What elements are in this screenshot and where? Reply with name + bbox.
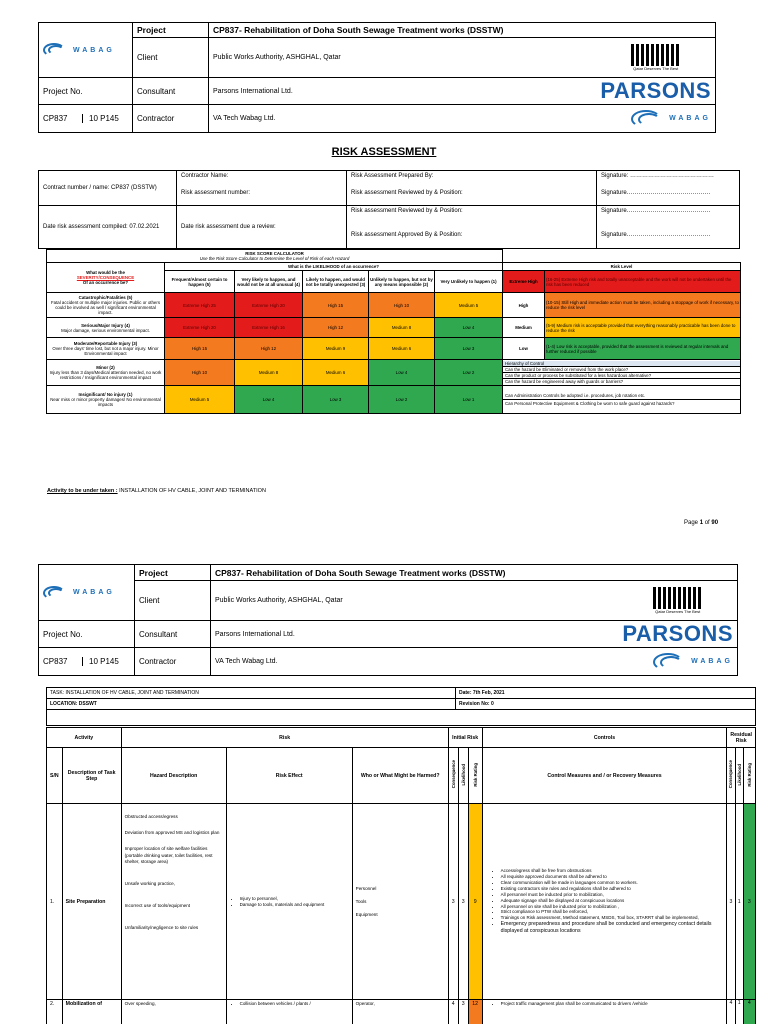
project-header-2 bbox=[38, 564, 738, 676]
residual-consequence-header: Consequence bbox=[727, 748, 735, 804]
risk-cell: Medium 6 bbox=[303, 360, 369, 386]
project-no-label: Project No. bbox=[39, 78, 133, 105]
row-residual-likelihood: 1 bbox=[735, 804, 743, 1000]
project-no-b: 10 P145 bbox=[89, 657, 119, 666]
risk-cell: Low 4 bbox=[435, 318, 503, 338]
wabag-logo-cell bbox=[39, 565, 135, 621]
contractor-label: Contractor bbox=[135, 648, 211, 676]
signature-cell-1: Signature: …………………………………… Signature…………………………………… bbox=[597, 171, 740, 206]
parsons-logo-cell bbox=[596, 78, 715, 105]
level-extreme-text: (16-25) Extreme High risk and totally unacceptable and the work will not be undertaken until the risk has been reduced bbox=[545, 271, 741, 293]
activity-line: Activity to be under taken : INSTALLATION OF HV CABLE, JOINT AND TERMINATION bbox=[47, 488, 266, 494]
risk-cell: High 12 bbox=[235, 338, 303, 360]
row-consequence: 4 bbox=[448, 1000, 458, 1024]
severity-row-5: Catastrophic/Fatalities (5) Fatal accident or multiple major injuries. Public or others could be involved as well / significant environmental impact. bbox=[47, 293, 165, 318]
likelihood-col-3: Likely to happen, and would not be totally unexpected (3) bbox=[303, 271, 369, 293]
contractor-label: Contractor bbox=[133, 105, 209, 133]
risk-cell: High 10 bbox=[165, 360, 235, 386]
consultant-value: Parsons International Ltd. bbox=[209, 78, 597, 105]
severity-row-3: Moderate/Reportable Injury (3) Over three days' time lost, but not a major injury. Minor Environmental impact bbox=[47, 338, 165, 360]
consultant-label: Consultant bbox=[133, 78, 209, 105]
row-hazards: Obstructed access/egress Deviation from approved MS and logistics plan Improper location of site welfare facilities (portable drinking water, toilet facilities, rest shelter, storage area) Unsafe working practice, Incorrect use of tools/equipment Unfamiliarity/negligence to site rules bbox=[121, 804, 226, 1000]
revision-cell: Revision No: 0 bbox=[456, 699, 756, 710]
ashghal-logo-icon: Qatar Deserves The Best bbox=[600, 44, 711, 72]
page-number: Page 1 of 90 bbox=[684, 520, 719, 526]
project-no-a: CP837 bbox=[39, 114, 83, 123]
likelihood-col-2: Unlikely to happen, but not by any means impossible (2) bbox=[369, 271, 435, 293]
sn-header: S/N bbox=[47, 748, 63, 804]
parsons-logo-icon: PARSONS bbox=[600, 78, 711, 103]
risk-cell: Extreme High 20 bbox=[235, 293, 303, 318]
row-consequence: 3 bbox=[448, 804, 458, 1000]
risk-score-calculator bbox=[46, 249, 741, 414]
row-sn: 2. bbox=[47, 1000, 63, 1024]
risk-header: Risk bbox=[121, 728, 448, 748]
wabag-logo-cell bbox=[39, 23, 133, 78]
risk-cell: Low 4 bbox=[235, 386, 303, 414]
hazard-header: Hazard Description bbox=[121, 748, 226, 804]
parsons-logo-icon: PARSONS bbox=[622, 621, 733, 646]
row-likelihood: 3 bbox=[458, 804, 468, 1000]
row-rating: 12 bbox=[468, 1000, 482, 1024]
contractor-value: VA Tech Wabag Ltd. bbox=[211, 648, 619, 676]
row-step: Site Preparation bbox=[62, 804, 121, 1000]
row-rating: 9 bbox=[468, 804, 482, 1000]
reviewed-approved-cell: Risk assessment Reviewed by & Position: Risk assessment Approved By & Position: bbox=[347, 206, 597, 249]
risk-cell: High 15 bbox=[303, 293, 369, 318]
calculator-title: RISK SCORE CALCULATOR Use the Risk Score Calculator to Determine the Level of Risk of each Hazard bbox=[47, 250, 503, 263]
project-label: Project bbox=[135, 565, 211, 581]
risk-matrix-table bbox=[46, 727, 756, 1024]
residual-likelihood-header: Likelihood bbox=[735, 748, 743, 804]
date-cell: Date: 7th Feb, 2021 bbox=[456, 688, 756, 699]
row-residual-rating: 4 bbox=[743, 1000, 755, 1024]
parsons-logo-cell bbox=[618, 621, 737, 648]
severity-row-1: Insignificant/ No injury (1) Near miss or minor property damages/ No environmental impacts bbox=[47, 386, 165, 414]
row-residual-likelihood: 1 bbox=[735, 1000, 743, 1024]
likelihood-header: Likelihood bbox=[458, 748, 468, 804]
rating-header: Risk Rating bbox=[468, 748, 482, 804]
residual-rating-header: Risk Rating bbox=[743, 748, 755, 804]
prepared-by-cell: Risk Assessment Prepared By: Risk assessment Reviewed by & Position: bbox=[347, 171, 597, 206]
risk-cell: Low 3 bbox=[303, 386, 369, 414]
client-label: Client bbox=[135, 581, 211, 621]
consultant-label: Consultant bbox=[135, 621, 211, 648]
level-medium-name: Medium bbox=[503, 318, 545, 338]
project-no-cell bbox=[39, 105, 133, 133]
consultant-value: Parsons International Ltd. bbox=[211, 621, 619, 648]
risk-cell: Extreme High 16 bbox=[235, 318, 303, 338]
wabag-logo-icon: WABAG bbox=[43, 43, 128, 57]
risk-cell: Extreme High 25 bbox=[165, 293, 235, 318]
client-value: Public Works Authority, ASHGHAL, Qatar bbox=[209, 38, 597, 78]
risk-cell: Low 3 bbox=[435, 338, 503, 360]
level-extreme-name: Extreme High bbox=[503, 271, 545, 293]
initial-risk-header: Initial Risk bbox=[448, 728, 482, 748]
risk-cell: Medium 5 bbox=[165, 386, 235, 414]
row-controls: • Access/egress shall be free from obstructions • All requisite approved documents shall be adhered to • Clear communication will be made in languages common to workers. • Existing contractors site rules and regulations shall be adhered to • All personnel must be inducted prior to mobilization, • Adequate signage shall be displayed at conspicuous locations • All personnel on site shall be inducted prior to mobilization , • Strict compliance to PTW shall be enforced, • Trainings on Risk assessment, Method statement, MSDS, Tool box, STARRT shall be implemented, • Emergency preparedness and procedure shall be conducted and emergency contact details displayed at conspicuous locations bbox=[482, 804, 727, 1000]
contract-cell: Contract number / name: CP837 (DSSTW) bbox=[39, 171, 177, 206]
wabag-logo-cell-2 bbox=[618, 648, 737, 676]
level-medium-text: (5-9) Medium risk is acceptable provided that everything reasonably practicable has been done to reduce the risk bbox=[545, 318, 741, 338]
consequence-header: Consequence bbox=[448, 748, 458, 804]
level-high-name: High bbox=[503, 293, 545, 318]
risk-cell: Medium 9 bbox=[303, 338, 369, 360]
project-no-a: CP837 bbox=[39, 657, 83, 666]
controls-header: Controls bbox=[482, 728, 727, 748]
date-review-cell: Date risk assessment due a review: bbox=[177, 206, 347, 249]
row-likelihood: 3 bbox=[458, 1000, 468, 1024]
page-title: RISK ASSESSMENT bbox=[331, 146, 437, 158]
level-high-text: (10-15) Still High and immediate action must be taken, including a stoppage of work if necessary, to reduce the risk level bbox=[545, 293, 741, 318]
risk-cell: High 15 bbox=[165, 338, 235, 360]
project-value: CP837- Rehabilitation of Doha South Sewage Treatment works (DSSTW) bbox=[209, 23, 716, 38]
client-value: Public Works Authority, ASHGHAL, Qatar bbox=[211, 581, 619, 621]
severity-row-2: Minor (2) Injury less than 3 days/Medical attention needed, no work restrictions / Insignificant environmental impact bbox=[47, 360, 165, 386]
likelihood-col-5: Frequent/Almost certain to happen (5) bbox=[165, 271, 235, 293]
wabag-logo-cell-2 bbox=[596, 105, 715, 133]
risk-cell: Medium 8 bbox=[369, 318, 435, 338]
residual-risk-header: Residual Risk bbox=[727, 728, 756, 748]
project-no-cell bbox=[39, 648, 135, 676]
table-row bbox=[47, 1000, 756, 1024]
task-cell: TASK: INSTALLATION OF HV CABLE, JOINT AND TERMINATION bbox=[47, 688, 456, 699]
risk-cell: Medium 5 bbox=[435, 293, 503, 318]
location-cell: LOCATION: DSSWT bbox=[47, 699, 456, 710]
row-effects: • Injury to personnel, • Damage to tools, materials and equipment bbox=[226, 804, 352, 1000]
level-low-name: Low bbox=[503, 338, 545, 360]
row-hazards: Over speeding, bbox=[121, 1000, 226, 1024]
row-sn: 1. bbox=[47, 804, 63, 1000]
risk-cell: Extreme High 20 bbox=[165, 318, 235, 338]
level-low-text: (1-4) Low risk is acceptable, provided that the assessment is reviewed at regular intervals and further reduced if possible bbox=[545, 338, 741, 360]
severity-question: What would be the SEVERITY/CONSEQUENCE Of an occurrence be? bbox=[47, 263, 165, 293]
wabag-logo-icon: WABAG bbox=[622, 653, 733, 671]
risk-cell: Medium 8 bbox=[235, 360, 303, 386]
activity-header: Activity bbox=[47, 728, 122, 748]
table-row bbox=[47, 804, 756, 1000]
likelihood-col-1: Very Unlikely to happen (1) bbox=[435, 271, 503, 293]
measures-header: Control Measures and / or Recovery Measures bbox=[482, 748, 727, 804]
wabag-logo-icon: WABAG bbox=[43, 586, 130, 600]
ashghal-logo-cell bbox=[596, 38, 715, 78]
task-info-table bbox=[46, 687, 756, 726]
risk-cell: High 12 bbox=[303, 318, 369, 338]
row-effects: • Collision between vehicles / plants / bbox=[226, 1000, 352, 1024]
client-label: Client bbox=[133, 38, 209, 78]
likelihood-question: What is the LIKELIHOOD of an occurrence? bbox=[165, 263, 503, 271]
row-residual-consequence: 3 bbox=[727, 804, 735, 1000]
task-step-header: Description of Task Step bbox=[62, 748, 121, 804]
risk-cell: High 10 bbox=[369, 293, 435, 318]
project-label: Project bbox=[133, 23, 209, 38]
effect-header: Risk Effect bbox=[226, 748, 352, 804]
contractor-value: VA Tech Wabag Ltd. bbox=[209, 105, 597, 133]
ashghal-logo-icon: Qatar Deserves The Best bbox=[622, 587, 733, 615]
risk-cell: Low 1 bbox=[435, 386, 503, 414]
hierarchy-of-control-2: Can Administration Controls be adopted i.e. procedures, job rotation etc. Can Personal Protective Equipment & Clothing be worn to safe guard against hazards? bbox=[503, 386, 741, 414]
severity-row-4: Serious/Major Injury (4) Major damage, serious environmental impact. bbox=[47, 318, 165, 338]
risk-cell: Low 4 bbox=[369, 360, 435, 386]
date-compiled-cell: Date risk assessment compiled: 07.02.2021 bbox=[39, 206, 177, 249]
risk-cell: Low 2 bbox=[435, 360, 503, 386]
wabag-logo-icon: WABAG bbox=[600, 110, 711, 128]
contractor-name-cell: Contractor Name: Risk assessment number: bbox=[177, 171, 347, 206]
row-who: Operator, bbox=[352, 1000, 448, 1024]
likelihood-col-4: Very likely to happen, and would not be at all unusual (4) bbox=[235, 271, 303, 293]
project-value: CP837- Rehabilitation of Doha South Sewage Treatment works (DSSTW) bbox=[211, 565, 738, 581]
project-header-1 bbox=[38, 22, 716, 133]
project-no-b: 10 P145 bbox=[89, 114, 119, 123]
ashghal-logo-cell bbox=[618, 581, 737, 621]
row-residual-rating: 3 bbox=[743, 804, 755, 1000]
row-step: Mobilization of bbox=[62, 1000, 121, 1024]
who-header: Who or What Might be Harmed? bbox=[352, 748, 448, 804]
project-no-label: Project No. bbox=[39, 621, 135, 648]
row-residual-consequence: 4 bbox=[727, 1000, 735, 1024]
signature-cell-2: Signature…………………………………… Signature…………………………………… bbox=[597, 206, 740, 249]
hierarchy-of-control: Hierarchy of Control Can the hazard be Eliminated or removed from the work place? Can the product or process be substituted for a less hazardous alternative? Can the hazard be engineered away with guards or barriers? bbox=[503, 360, 741, 386]
risk-level-header: Risk Level bbox=[503, 263, 741, 271]
row-who: Personnel Tools Equipment bbox=[352, 804, 448, 1000]
risk-cell: Medium 6 bbox=[369, 338, 435, 360]
risk-cell: Low 2 bbox=[369, 386, 435, 414]
row-controls: • Project traffic management plan shall be communicated to drivers /vehicle bbox=[482, 1000, 727, 1024]
assessment-info-table bbox=[38, 170, 740, 249]
